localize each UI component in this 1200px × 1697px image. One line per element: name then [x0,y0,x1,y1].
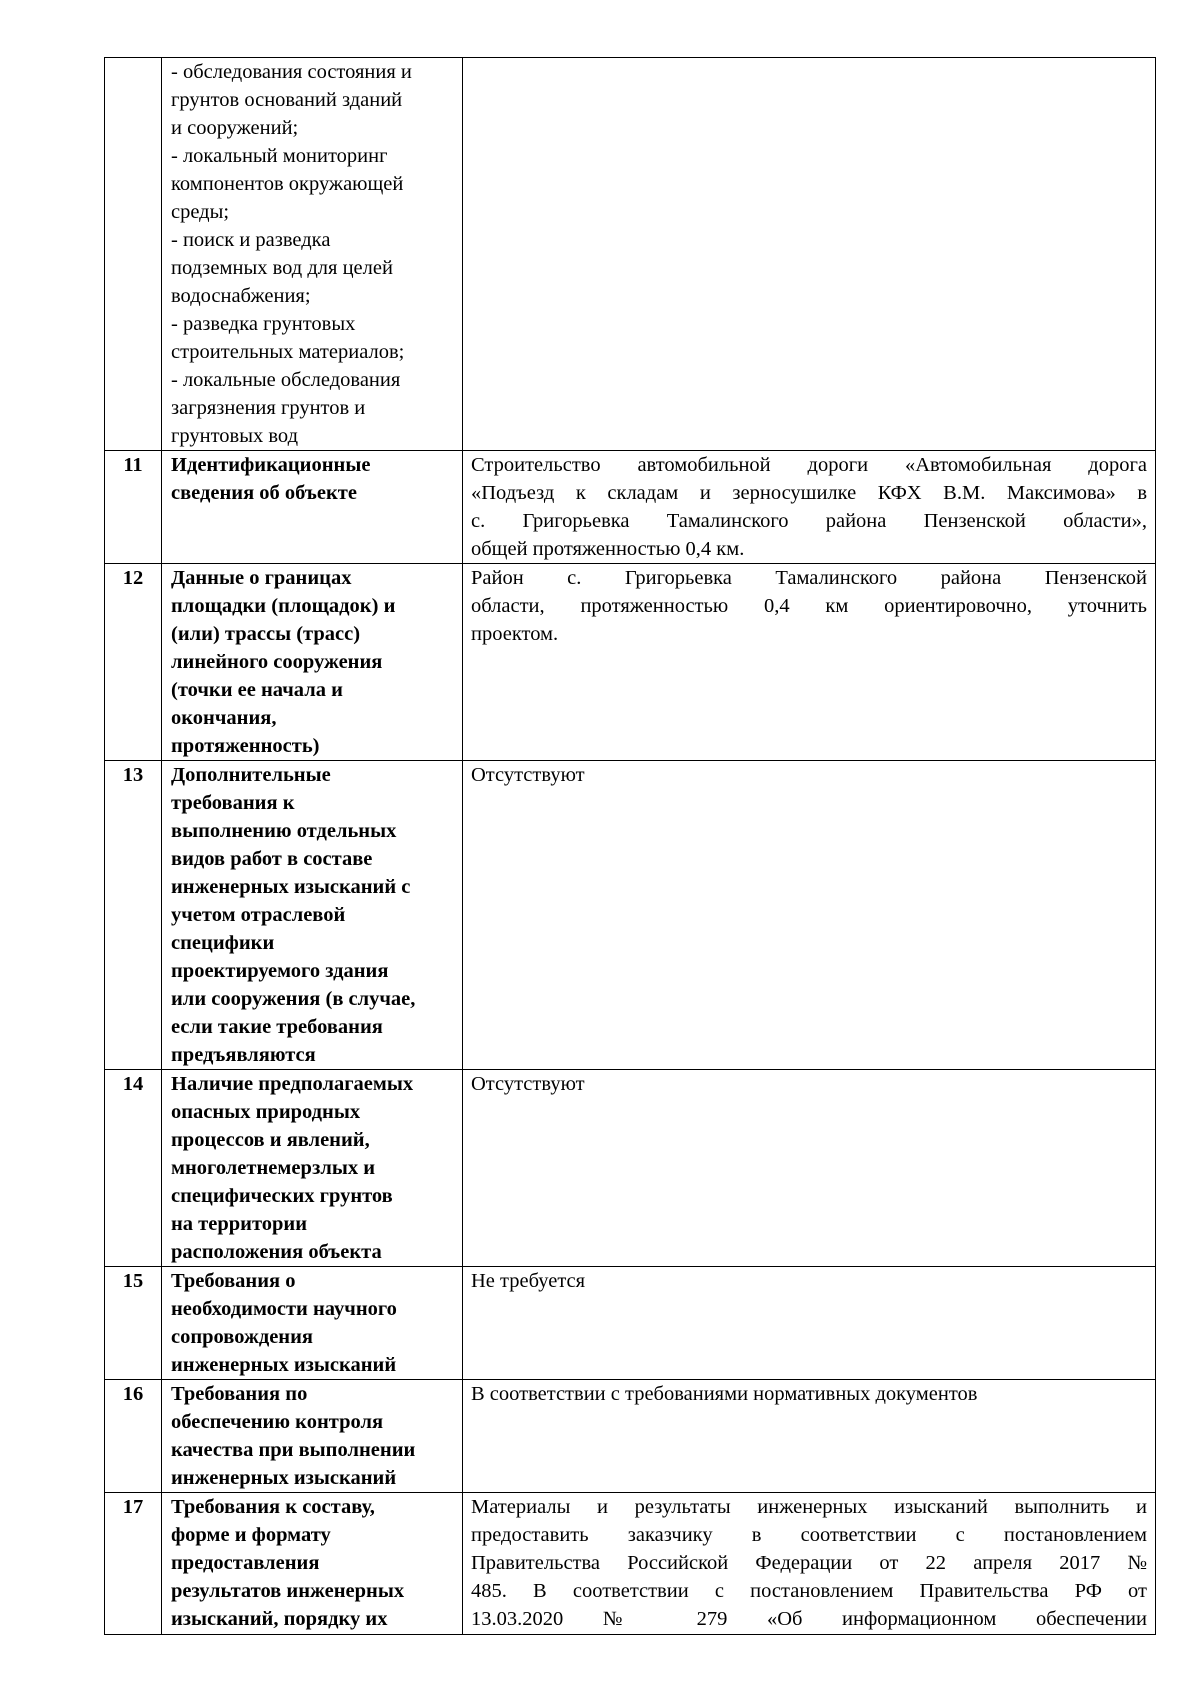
value-line: Отсутствуют [471,1073,585,1095]
row-name [162,564,463,761]
name-line: Наличие предполагаемых [171,1073,414,1095]
value-line: В соответствии с требованиями нормативных документов [471,1383,978,1405]
name-line: учетом отраслевой [171,904,346,926]
name-line: инженерных изысканий с [171,876,411,898]
name-line: Идентификационные [171,454,371,476]
name-line: изысканий, порядку их [171,1608,388,1630]
value-line: с. Григорьевка Тамалинского района Пензенской области», [471,510,1147,532]
row-number: 13 [105,761,162,1070]
row-value [463,1267,1156,1380]
name-line: строительных материалов; [171,341,405,363]
name-line: - локальные обследования [171,369,401,391]
value-line: Правительства Российской Федерации от 22 апреля 2017 № [471,1552,1147,1574]
name-line: выполнению отдельных [171,820,397,842]
name-line: необходимости научного [171,1298,397,1320]
name-line: - локальный мониторинг [171,145,388,167]
name-line: Требования к составу, [171,1496,375,1518]
row-name [162,451,463,564]
table-row [105,564,1156,761]
value-line: Отсутствуют [471,764,585,786]
name-line: специфических грунтов [171,1185,393,1207]
name-line: линейного сооружения [171,651,383,673]
row-number: 16 [105,1380,162,1493]
value-line: области, протяженностью 0,4 км ориентировочно, уточнить [471,595,1147,617]
name-line: процессов и явлений, [171,1129,370,1151]
name-line: результатов инженерных [171,1580,405,1602]
table-row [105,1070,1156,1267]
name-line: обеспечению контроля [171,1411,384,1433]
table-row [105,451,1156,564]
row-value [463,1493,1156,1635]
name-line: проектируемого здания [171,960,389,982]
value-line: общей протяженностью 0,4 км. [471,538,745,560]
row-value [463,564,1156,761]
value-line: Не требуется [471,1270,586,1292]
table-row [105,58,1156,451]
name-line: если такие требования [171,1016,383,1038]
row-number: 14 [105,1070,162,1267]
name-line: протяженность) [171,735,320,757]
row-name [162,761,463,1070]
name-line: площадки (площадок) и [171,595,396,617]
table-row [105,1267,1156,1380]
value-line: Район с. Григорьевка Тамалинского района Пензенской [471,567,1147,589]
name-line: инженерных изысканий [171,1354,397,1376]
name-line: (или) трассы (трасс) [171,623,361,645]
value-line: проектом. [471,623,559,645]
row-value [463,451,1156,564]
value-line: Строительство автомобильной дороги «Автомобильная дорога [471,454,1147,476]
row-value [463,1070,1156,1267]
name-line: требования к [171,792,295,814]
name-line: - обследования состояния и [171,61,412,83]
name-line: или сооружения (в случае, [171,988,416,1010]
row-value [463,1380,1156,1493]
row-number [105,58,162,451]
name-line: предъявляются [171,1044,316,1066]
name-line: Дополнительные [171,764,331,786]
name-line: (точки ее начала и [171,679,343,701]
value-line: Материалы и результаты инженерных изысканий выполнить и [471,1496,1147,1518]
name-line: форме и формату [171,1524,331,1546]
name-line: компонентов окружающей [171,173,404,195]
requirements-table-body [105,58,1156,1635]
name-line: Требования о [171,1270,296,1292]
name-line: подземных вод для целей [171,257,393,279]
table-row [105,1493,1156,1635]
row-value [463,761,1156,1070]
name-line: Данные о границах [171,567,352,589]
row-number: 15 [105,1267,162,1380]
name-line: - поиск и разведка [171,229,331,251]
table-row [105,1380,1156,1493]
row-number: 12 [105,564,162,761]
name-line: и сооружений; [171,117,299,139]
name-line: расположения объекта [171,1241,382,1263]
row-name [162,1267,463,1380]
name-line: качества при выполнении [171,1439,416,1461]
value-line: 13.03.2020 № 279 «Об информационном обеспечении [471,1608,1147,1630]
name-line: сведения об объекте [171,482,357,504]
requirements-table [104,57,1156,1635]
name-line: предоставления [171,1552,320,1574]
name-line: Требования по [171,1383,308,1405]
value-line: предоставить заказчику в соответствии с постановлением [471,1524,1147,1546]
name-line: среды; [171,201,230,223]
row-name [162,1070,463,1267]
row-name [162,1380,463,1493]
row-number: 17 [105,1493,162,1635]
name-line: видов работ в составе [171,848,373,870]
name-line: водоснабжения; [171,285,311,307]
row-value [463,58,1156,451]
row-number: 11 [105,451,162,564]
name-line: грунтовых вод [171,425,299,447]
name-line: загрязнения грунтов и [171,397,366,419]
name-line: специфики [171,932,275,954]
value-line: 485. В соответствии с постановлением Правительства РФ от [471,1580,1147,1602]
name-line: опасных природных [171,1101,361,1123]
value-line: «Подъезд к складам и зерносушилке КФХ В.М. Максимова» в [471,482,1147,504]
name-line: окончания, [171,707,277,729]
row-name [162,1493,463,1635]
name-line: грунтов оснований зданий [171,89,403,111]
table-row [105,761,1156,1070]
name-line: на территории [171,1213,308,1235]
name-line: сопровождения [171,1326,314,1348]
row-name [162,58,463,451]
name-line: - разведка грунтовых [171,313,356,335]
name-line: многолетнемерзлых и [171,1157,376,1179]
name-line: инженерных изысканий [171,1467,397,1489]
